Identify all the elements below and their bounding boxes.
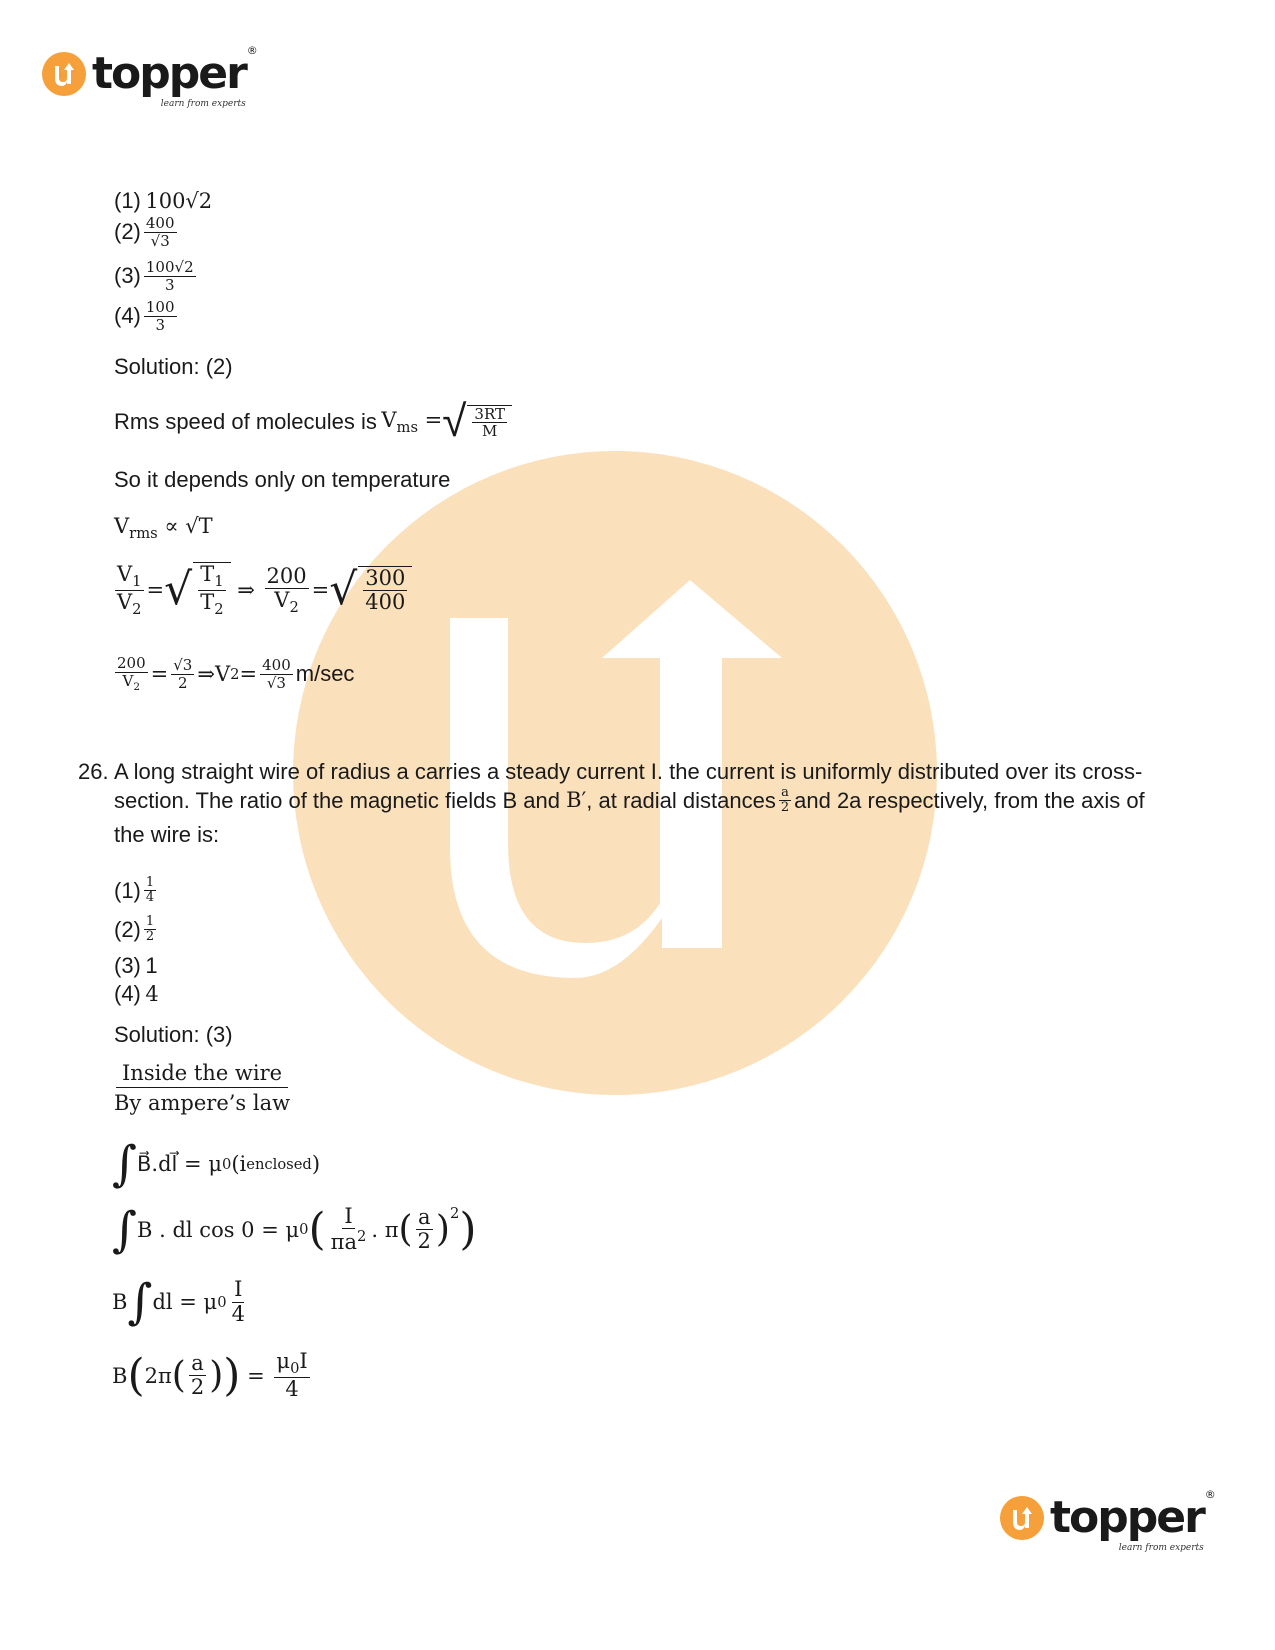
brand-name: topper ® learn from experts (1050, 1488, 1216, 1553)
registered-mark: ® (246, 44, 258, 57)
header-logo (42, 44, 258, 109)
q26-question-line-3: the wire is: (114, 822, 220, 847)
q25-option-3: (3) $\frac{100√2}{3}$ (114, 258, 194, 294)
q26-simplified-equation: B ∫ dl = μ 0 $\frac{I}{4}$ (112, 1274, 245, 1330)
q25-rms-formula: Rms speed of molecules is $V_{ms}$ = √ $\frac{3RT}{M}$ (114, 400, 512, 444)
q26-solution: Solution: (3) (114, 1022, 233, 1047)
q26-ampere-equation: ∫ B⃗.dl⃗ = μ 0 (i enclosed ) (112, 1136, 321, 1192)
q26-final-equation: B ( 2π ( $\frac{a}{2}$ ) ) = $\frac{\mu_0I}{4}$ (112, 1349, 308, 1402)
q25-option-4: (4) $\frac{100}{3}$ (114, 298, 175, 334)
q25-ratio-equation: $\frac{V_1}{V_2}$ = √ $\frac{T_1}{T_2}$ ⇒ $\frac{200}{V_2}$ = √ $\frac{300}{400}$ (112, 562, 412, 619)
q25-result-equation: $\frac{200}{V_2}$ = $\frac{√3}{2}$ ⇒ V 2 = $\frac{400}{√3}$ m/sec (117, 654, 355, 693)
q26-option-2: (2) $\frac{1}{2}$ (114, 914, 155, 945)
q26-integral-equation: ∫ B . dl cos 0 = μ 0 ( $\frac{I}{\pi a^2}$ . π ( $\frac{a}{2}$ ) $^2$ ) (112, 1201, 477, 1258)
q25-proportionality: $V_{rms} \propto √T$ (114, 514, 213, 543)
q25-temperature-note: So it depends only on temperature (114, 467, 451, 492)
q25-solution: Solution: (2) (114, 354, 233, 379)
u-circle-icon (1000, 1496, 1044, 1540)
u-circle-icon (42, 52, 86, 96)
q26-number: 26. (78, 759, 109, 784)
q26-question-line-1: A long straight wire of radius a carries a steady current I. the current is uniformly distributed over its cross- (114, 759, 1143, 784)
q25-option-1: (1) 100√2 (114, 188, 213, 214)
brand-tagline: learn from experts (160, 99, 246, 109)
brand-name: topper ® learn from experts (92, 44, 258, 109)
q26-option-4: (4) 4 (114, 981, 159, 1007)
q25-option-2: (2) $\frac{400}{√3}$ (114, 214, 175, 250)
registered-mark: ® (1204, 1488, 1216, 1501)
q26-option-1: (1) $\frac{1}{4}$ (114, 875, 155, 906)
footer-logo (1000, 1488, 1216, 1553)
q26-heading-fraction: $\frac{\text{Inside the wire}}{\text{By ampere’s law}}$ (114, 1061, 291, 1116)
brand-tagline: learn from experts (1118, 1543, 1204, 1553)
q26-question-line-2: section. The ratio of the magnetic fields B and B′ , at radial distances $\frac{a}{2}$ and 2a respectively, from the axis of (114, 785, 1145, 816)
q26-option-3: (3) 1 (114, 953, 158, 978)
